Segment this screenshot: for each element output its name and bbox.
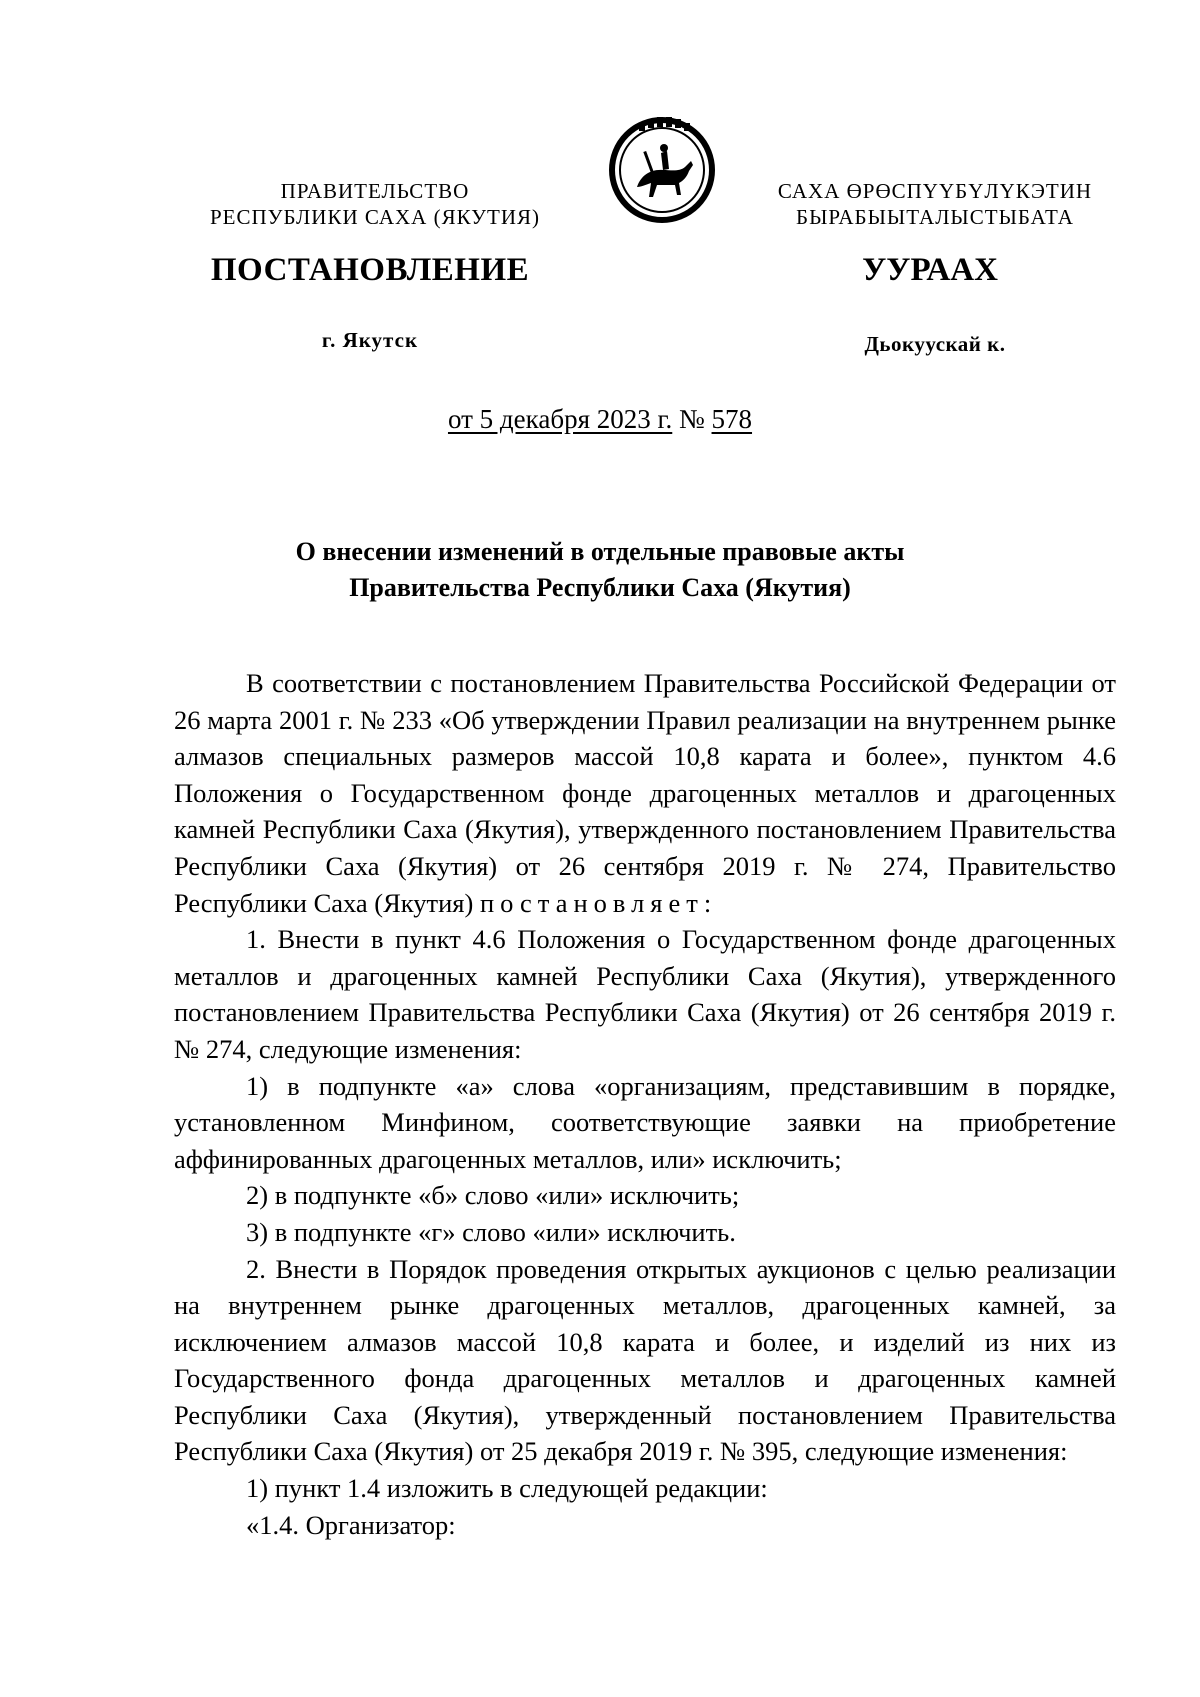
item-2-subitem-1-paragraph: 1) пункт 1.4 изложить в следующей редакции: bbox=[246, 1473, 768, 1504]
subitem-2-paragraph: 2) в подпункте «б» слово «или» исключить; bbox=[246, 1180, 740, 1211]
preamble-paragraph bbox=[174, 665, 1116, 921]
issuer-russian-line1: ПРАВИТЕЛЬСТВО bbox=[280, 179, 470, 203]
city-russian: г. Якутск bbox=[321, 328, 419, 352]
date-number-line bbox=[300, 404, 900, 435]
subject-line1: О внесении изменений в отдельные правовые акты bbox=[295, 537, 905, 566]
issuer-yakut bbox=[750, 178, 1120, 230]
issuer-russian bbox=[175, 178, 575, 230]
quoted-clause-start: «1.4. Организатор: bbox=[246, 1509, 456, 1540]
preamble-text: В соответствии с постановлением Правительства Российской Федерации от 26 марта 2001 г. № 233 «Об утверждении Правил реализации на внутреннем рынке алмазов специальных размеров массой 10,8 карата и более», пунктом 4.6 Положения о Государственном фонде драгоценных металлов и драгоценных камней Республики Саха (Якутия), утвержденного постановлением Правительства Республики Саха (Якутия) от 26 сентября 2019 г. № 274, Правительство Республики Саха (Якутия) bbox=[174, 668, 1116, 918]
item-1-paragraph: 1. Внести в пункт 4.6 Положения о Государственном фонде драгоценных металлов и драгоценных камней Республики Саха (Якутия), утвержденного постановлением Правительства Республики Саха (Якутия) от 26 сентября 2019 г. № 274, следующие изменения: bbox=[174, 924, 1116, 1064]
doc-type-yakut: УУРААХ bbox=[862, 252, 998, 288]
subitem-3-paragraph: 3) в подпункте «г» слово «или» исключить. bbox=[246, 1216, 736, 1247]
subitem-1-paragraph: 1) в подпункте «а» слова «организациям, представившим в порядке, установленном Минфином, соответствующие заявки на приобретение аффинированных драгоценных металлов, или» исключить; bbox=[174, 1070, 1116, 1174]
subject-line2: Правительства Республики Саха (Якутия) bbox=[349, 573, 851, 602]
issuer-yakut-line1: САХА ӨРӨСПҮҮБҮЛҮКЭТИН bbox=[777, 179, 1093, 203]
issuer-yakut-line2: БЫРАБЫЫТАЛЫСТЫБАТА bbox=[796, 205, 1074, 229]
number-sign: № bbox=[679, 404, 705, 434]
city-yakut: Дьокуускай к. bbox=[864, 332, 1006, 356]
document-subject bbox=[200, 534, 1000, 606]
item-2-paragraph: 2. Внести в Порядок проведения открытых аукционов с целью реализации на внутреннем рынке драгоценных металлов, драгоценных камней, за исключением алмазов массой 10,8 карата и более, и изделий из них из Государственного фонда драгоценных металлов и драгоценных камней Республики Саха (Якутия), утвержденный постановлением Правительства Республики Саха (Якутия) от 25 декабря 2019 г. № 395, следующие изменения: bbox=[174, 1253, 1116, 1467]
document-number: 578 bbox=[711, 404, 753, 434]
doc-type-russian: ПОСТАНОВЛЕНИЕ bbox=[210, 252, 530, 288]
document-body bbox=[174, 665, 1116, 1543]
resolves-word: постановляет: bbox=[479, 887, 718, 918]
document-date: от 5 декабря 2023 г. bbox=[447, 404, 673, 434]
issuer-russian-line2: РЕСПУБЛИКИ САХА (ЯКУТИЯ) bbox=[209, 205, 541, 229]
coat-of-arms-icon bbox=[607, 115, 717, 225]
